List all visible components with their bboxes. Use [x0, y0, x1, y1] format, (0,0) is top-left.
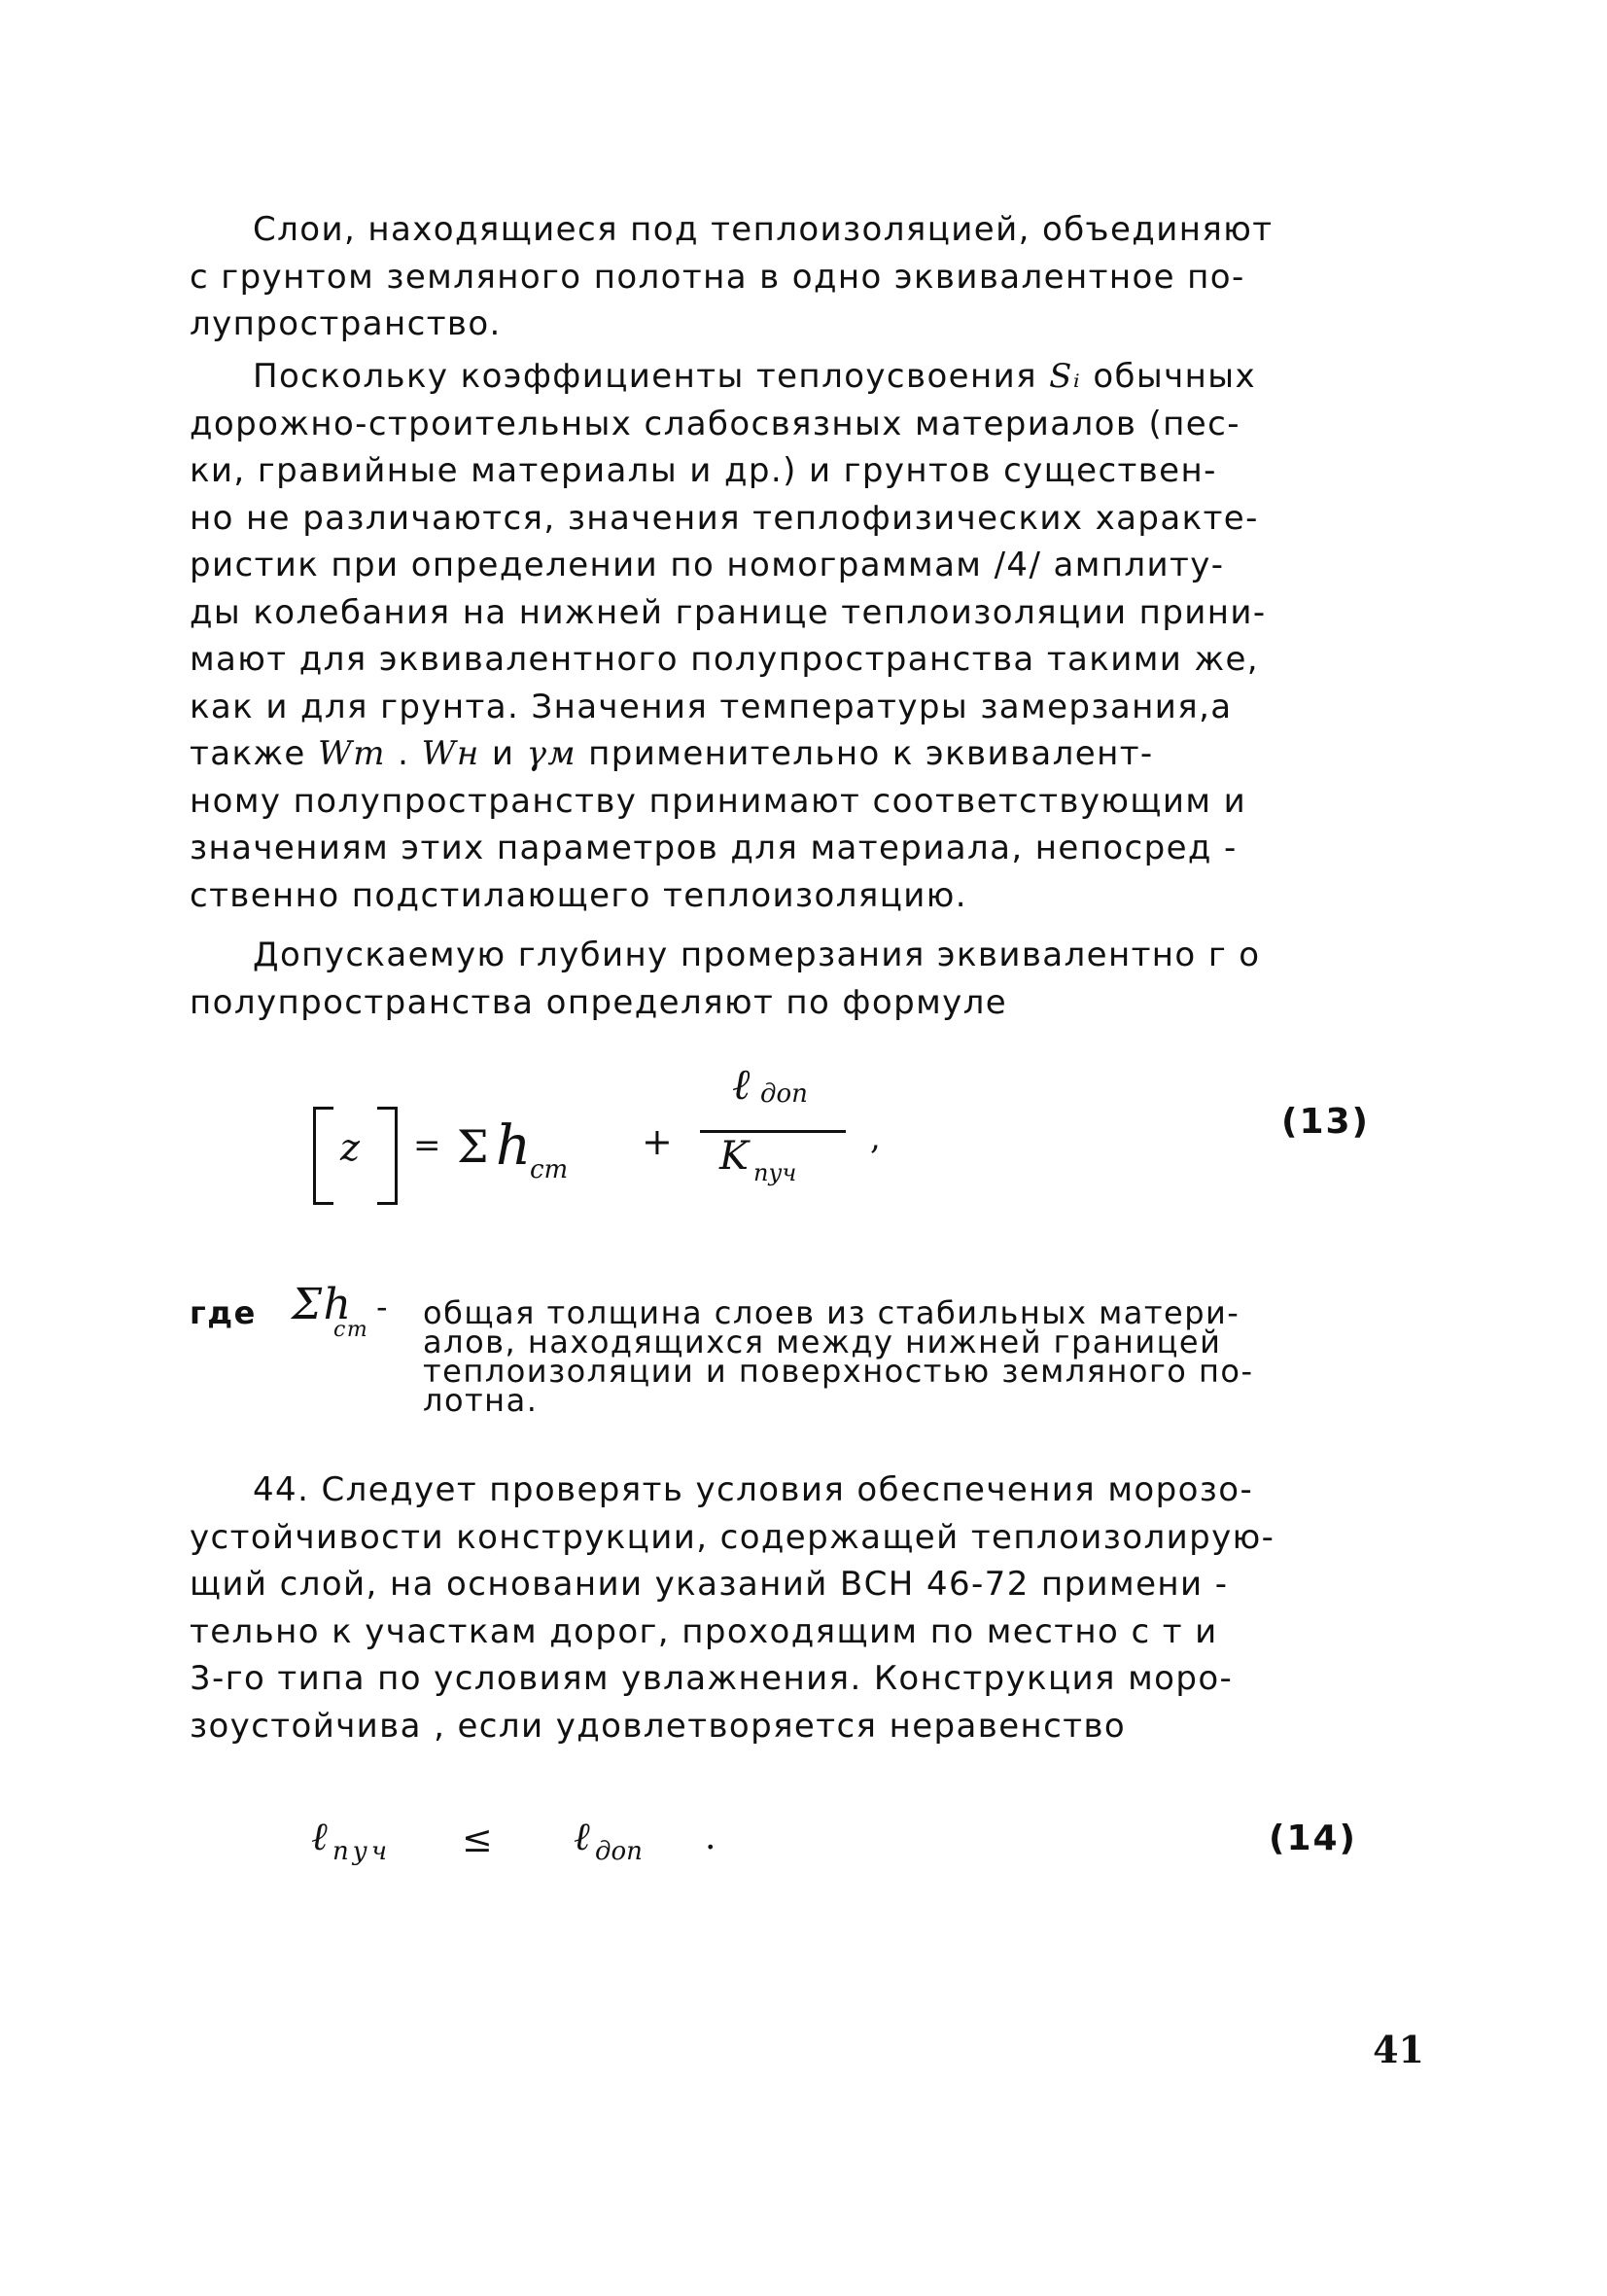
where-label: где — [190, 1294, 257, 1331]
numerator-subscript: доп — [760, 1079, 808, 1109]
formula-comma: , — [870, 1118, 881, 1157]
text-segment: обычных — [1081, 357, 1257, 396]
text-line: ристик при определении по номограммам /4/ амплиту- — [190, 546, 1225, 584]
text-line: полупространства определяют по формуле — [190, 982, 1008, 1022]
bracket-left — [313, 1107, 333, 1205]
where-symbol-subscript: ст — [333, 1318, 369, 1342]
text-line: Слои, находящиеся под теплоизоляцией, объединяют — [253, 210, 1274, 249]
formula-14 — [311, 1814, 856, 1882]
text-line: зоустойчива , если удовлетворяется неравенство — [190, 1706, 1127, 1746]
text-line: ственно подстилающего теплоизоляцию. — [190, 875, 967, 915]
denominator-subscript: пуч — [753, 1159, 797, 1186]
text-line — [190, 730, 1424, 778]
text-line: теплоизоляции и поверхностью земляного по- — [423, 1353, 1254, 1390]
text-line: ды колебания на нижней границе теплоизоляции прини- — [190, 592, 1267, 632]
plus-sign: + — [642, 1120, 673, 1163]
rhs-subscript: доп — [595, 1837, 643, 1866]
equals-sign: = — [413, 1126, 441, 1165]
fraction-bar — [700, 1130, 846, 1133]
text-line: с грунтом земляного полотна в одно эквивалентное по- — [190, 257, 1245, 297]
text-line: значениям этих параметров для материала, непосред - — [190, 829, 1238, 867]
text-line: ному полупространству принимают соответствующим и — [190, 781, 1247, 821]
paragraph-3 — [190, 932, 1424, 1026]
symbol-w-n: Wн — [421, 734, 480, 773]
where-symbol: Σh — [292, 1280, 353, 1329]
formula-dot: . — [705, 1818, 716, 1857]
text-line: Допускаемую глубину промерзания эквивалентно г о — [253, 936, 1261, 974]
text-line: лупространство. — [190, 304, 502, 343]
text-line: дорожно-строительных слабосвязных материалов (пес- — [190, 404, 1240, 443]
text-line: 3-го типа по условиям увлажнения. Конструкция моро- — [190, 1659, 1234, 1698]
text-line: как и для грунта. Значения температуры замерзания,а — [190, 687, 1233, 726]
rhs-l: ℓ — [574, 1815, 590, 1859]
lhs-variable: z — [340, 1126, 361, 1169]
paragraph-2 — [190, 353, 1424, 919]
symbol-s-i: Sᵢ — [1049, 357, 1082, 396]
text-line: 44. Следует проверять условия обеспечения морозо- — [253, 1470, 1254, 1509]
denominator-k: K — [719, 1134, 749, 1179]
symbol-gamma-m: γм — [526, 734, 576, 773]
text-line: но не различаются, значения теплофизических характе- — [190, 498, 1259, 538]
symbol-w-t: Wт — [317, 734, 386, 773]
text-segment: и — [479, 734, 527, 773]
equation-number-13: (13) — [1281, 1102, 1371, 1142]
text-line: щий слой, на основании указаний ВСН 46-72 примени - — [190, 1565, 1229, 1604]
lhs-l: ℓ — [311, 1815, 328, 1859]
h-subscript: ст — [530, 1155, 569, 1184]
text-line: общая толщина слоев из стабильных матери- — [423, 1294, 1240, 1331]
sum-sign: Σ — [457, 1120, 489, 1173]
text-line: ки, гравийные материалы и др.) и грунтов существен- — [190, 451, 1217, 490]
text-segment: применительно к эквивалент- — [576, 734, 1154, 773]
lhs-subscript: пуч — [332, 1837, 392, 1866]
text-segment: также — [190, 734, 318, 773]
text-line: мают для эквивалентного полупространства такими же, — [190, 640, 1260, 679]
where-dash: - — [376, 1289, 390, 1325]
text-line — [190, 353, 1424, 401]
equation-number-14: (14) — [1269, 1819, 1358, 1858]
text-segment: . — [385, 734, 422, 773]
h-variable: h — [496, 1114, 532, 1178]
numerator-l: ℓ — [732, 1060, 751, 1110]
text-line: алов, находящихся между нижней границей — [423, 1324, 1222, 1360]
text-line: лотна. — [423, 1382, 539, 1419]
formula-13 — [292, 1060, 972, 1225]
where-description — [423, 1294, 1434, 1419]
text-segment: Поскольку коэффициенты теплоусвоения — [253, 357, 1050, 396]
page-number: 41 — [1373, 2028, 1424, 2071]
paragraph-1 — [190, 206, 1424, 348]
text-line: устойчивости конструкции, содержащей теплоизолирую- — [190, 1517, 1275, 1557]
less-equal-sign: ≤ — [462, 1818, 493, 1860]
paragraph-44 — [190, 1466, 1424, 1749]
bracket-right — [377, 1107, 398, 1205]
text-line: тельно к участкам дорог, проходящим по местно с т и — [190, 1611, 1218, 1651]
